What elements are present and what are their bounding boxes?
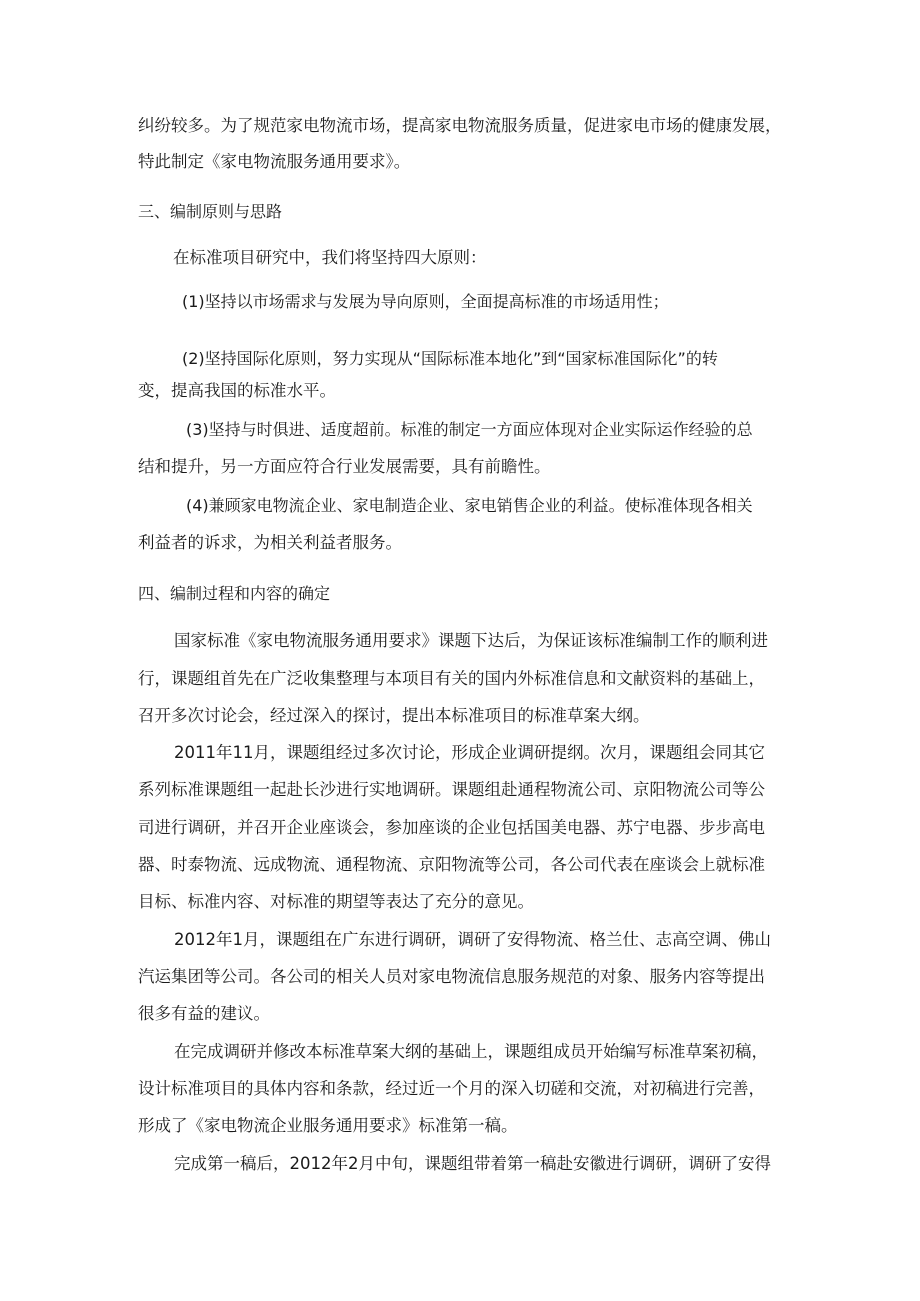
- principle-3-line-2: 结和提升，另一方面应符合行业发展需要，具有前瞻性。: [138, 457, 551, 476]
- principle-3-line-1: (3)坚持与时俱进、适度超前。标准的制定一方面应体现对企业实际运作经验的总: [186, 420, 753, 439]
- section-4-para-2-line-3: 司进行调研，并召开企业座谈会，参加座谈的企业包括国美电器、苏宁电器、步步高电: [138, 818, 765, 837]
- principle-2-line-2: 变，提高我国的标准水平。: [138, 381, 336, 400]
- intro-line-1: 纠纷较多。为了规范家电物流市场，提高家电物流服务质量，促进家电市场的健康发展，: [138, 116, 782, 135]
- section-4-para-2-line-5: 目标、标准内容、对标准的期望等表达了充分的意见。: [138, 892, 534, 911]
- section-4-para-3-line-2: 汽运集团等公司。各公司的相关人员对家电物流信息服务规范的对象、服务内容等提出: [138, 967, 765, 986]
- section-4-para-4-line-3: 形成了《家电物流企业服务通用要求》标准第一稿。: [138, 1116, 518, 1135]
- section-4-para-1-line-1: 国家标准《家电物流服务通用要求》课题下达后，为保证该标准编制工作的顺利进: [174, 631, 768, 650]
- section-4-para-2-line-2: 系列标准课题组一起赴长沙进行实地调研。课题组赴通程物流公司、京阳物流公司等公: [138, 780, 765, 799]
- principle-4-line-2: 利益者的诉求，为相关利益者服务。: [138, 533, 402, 552]
- section-4-para-2-line-1: 2011年11月，课题组经过多次讨论，形成企业调研提纲。次月，课题组会同其它: [174, 743, 765, 762]
- section-4-para-3-line-1: 2012年1月，课题组在广东进行调研，调研了安得物流、格兰仕、志高空调、佛山: [174, 930, 771, 949]
- section-3-lead: 在标准项目研究中，我们将坚持四大原则：: [173, 248, 487, 267]
- section-4-para-4-line-2: 设计标准项目的具体内容和条款，经过近一个月的深入切磋和交流，对初稿进行完善，: [138, 1079, 765, 1098]
- section-4-para-5-line-1: 完成第一稿后，2012年2月中旬，课题组带着第一稿赴安徽进行调研，调研了安得: [174, 1154, 771, 1173]
- section-4-para-3-line-3: 很多有益的建议。: [138, 1004, 270, 1023]
- intro-line-2: 特此制定《家电物流服务通用要求》。: [138, 152, 411, 171]
- principle-1: (1)坚持以市场需求与发展为导向原则，全面提高标准的市场适用性；: [182, 292, 669, 311]
- section-4-para-4-line-1: 在完成调研并修改本标准草案大纲的基础上，课题组成员开始编写标准草案初稿，: [174, 1042, 768, 1061]
- section-3-heading: 三、编制原则与思路: [138, 202, 283, 221]
- principle-2-line-1: (2)坚持国际化原则，努力实现从“国际标准本地化”到“国家标准国际化”的转: [182, 349, 718, 368]
- section-4-para-1-line-3: 召开多次讨论会，经过深入的探讨，提出本标准项目的标准草案大纲。: [138, 706, 650, 725]
- section-4-para-1-line-2: 行，课题组首先在广泛收集整理与本项目有关的国内外标准信息和文献资料的基础上，: [138, 669, 765, 688]
- principle-4-line-1: (4)兼顾家电物流企业、家电制造企业、家电销售企业的利益。使标准体现各相关: [186, 496, 753, 515]
- section-4-para-2-line-4: 器、时泰物流、远成物流、通程物流、京阳物流等公司，各公司代表在座谈会上就标准: [138, 855, 765, 874]
- section-4-heading: 四、编制过程和内容的确定: [138, 584, 331, 603]
